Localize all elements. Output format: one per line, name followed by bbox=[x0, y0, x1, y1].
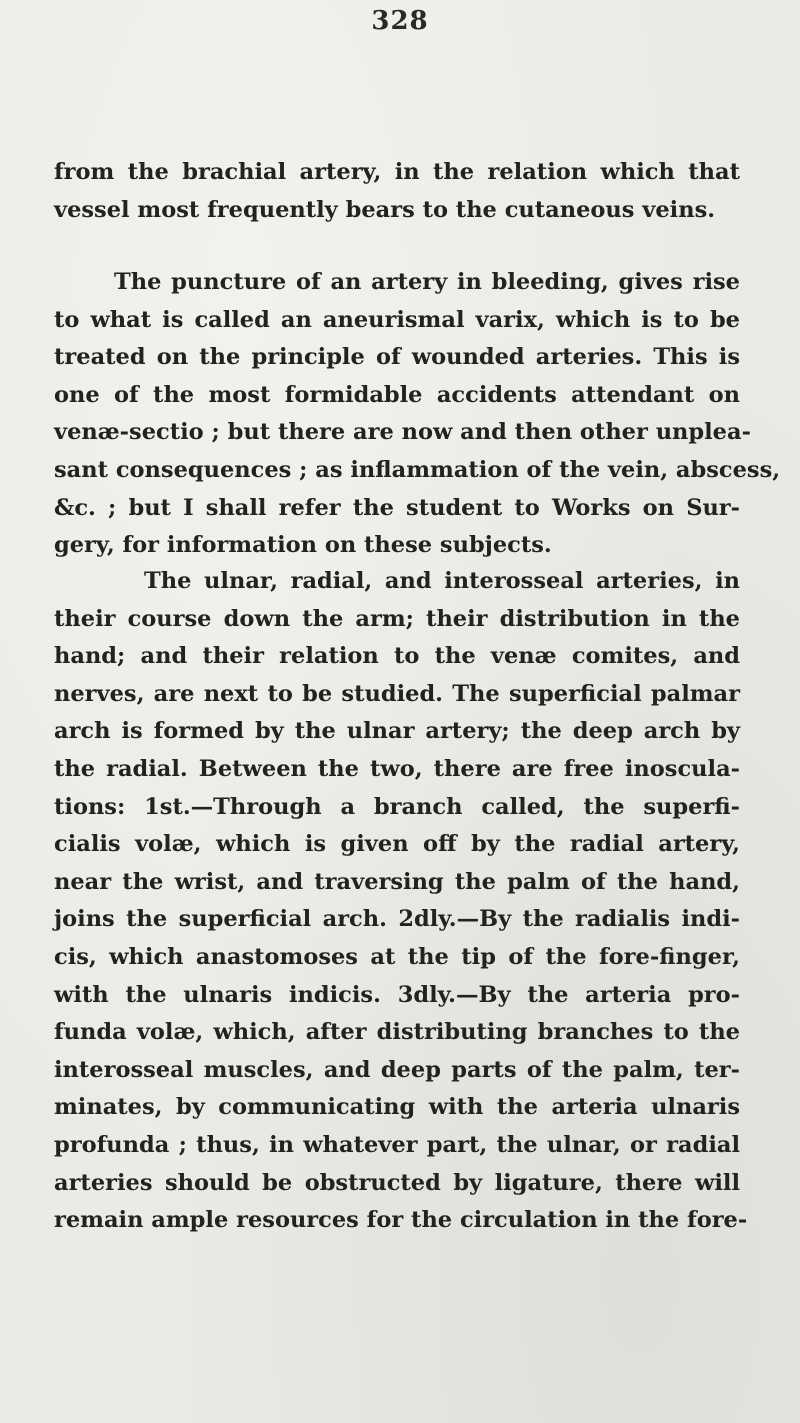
paragraph-1 bbox=[54, 154, 740, 229]
text-line: &c. ; but I shall refer the student to Works on Sur- bbox=[54, 494, 740, 521]
text-line: near the wrist, and traversing the palm of the hand, bbox=[54, 868, 740, 895]
text-line: cialis volæ, which is given off by the radial artery, bbox=[54, 831, 740, 858]
text-line: sant consequences ; as inflammation of the vein, abscess, bbox=[54, 456, 781, 483]
text-line: venæ-sectio ; but there are now and then other unplea- bbox=[54, 419, 751, 446]
text-line: vessel most frequently bears to the cutaneous veins. bbox=[54, 196, 716, 223]
text-line: minates, by communicating with the arteria ulnaris bbox=[54, 1094, 740, 1121]
text-line: tions: 1st.—Through a branch called, the superfi- bbox=[54, 793, 740, 820]
text-line: one of the most formidable accidents attendant on bbox=[54, 381, 740, 408]
paragraph-2 bbox=[54, 264, 781, 565]
text-line: interosseal muscles, and deep parts of the palm, ter- bbox=[54, 1056, 740, 1083]
text-line: from the brachial artery, in the relation which that bbox=[54, 159, 740, 185]
text-line: funda volæ, which, after distributing branches to the bbox=[54, 1019, 740, 1046]
text-line: hand; and their relation to the venæ comites, and bbox=[54, 643, 740, 670]
text-line: nerves, are next to be studied. The superficial palmar bbox=[54, 680, 740, 707]
text-line: gery, for information on these subjects. bbox=[54, 532, 552, 559]
text-line: to what is called an aneurismal varix, which is to be bbox=[54, 306, 740, 333]
page-number: 328 bbox=[371, 6, 429, 36]
text-line: joins the superficial arch. 2dly.—By the radialis indi- bbox=[54, 906, 740, 933]
paragraph-3 bbox=[54, 563, 748, 1240]
text-line: remain ample resources for the circulation in the fore- bbox=[54, 1207, 748, 1234]
text-line: with the ulnaris indicis. 3dly.—By the arteria pro- bbox=[54, 981, 740, 1008]
text-line: the radial. Between the two, there are free inoscula- bbox=[54, 755, 740, 782]
text-line: profunda ; thus, in whatever part, the ulnar, or radial bbox=[54, 1131, 740, 1158]
text-line: The ulnar, radial, and interosseal arteries, in bbox=[144, 568, 740, 594]
text-line: treated on the principle of wounded arteries. This is bbox=[54, 344, 740, 371]
text-line: arch is formed by the ulnar artery; the deep arch by bbox=[54, 718, 740, 745]
text-line: cis, which anastomoses at the tip of the fore-finger, bbox=[54, 943, 740, 970]
text-line: their course down the arm; their distribution in the bbox=[54, 605, 740, 632]
text-line: The puncture of an artery in bleeding, gives rise bbox=[114, 269, 740, 295]
text-line: arteries should be obstructed by ligature, there will bbox=[54, 1169, 740, 1196]
